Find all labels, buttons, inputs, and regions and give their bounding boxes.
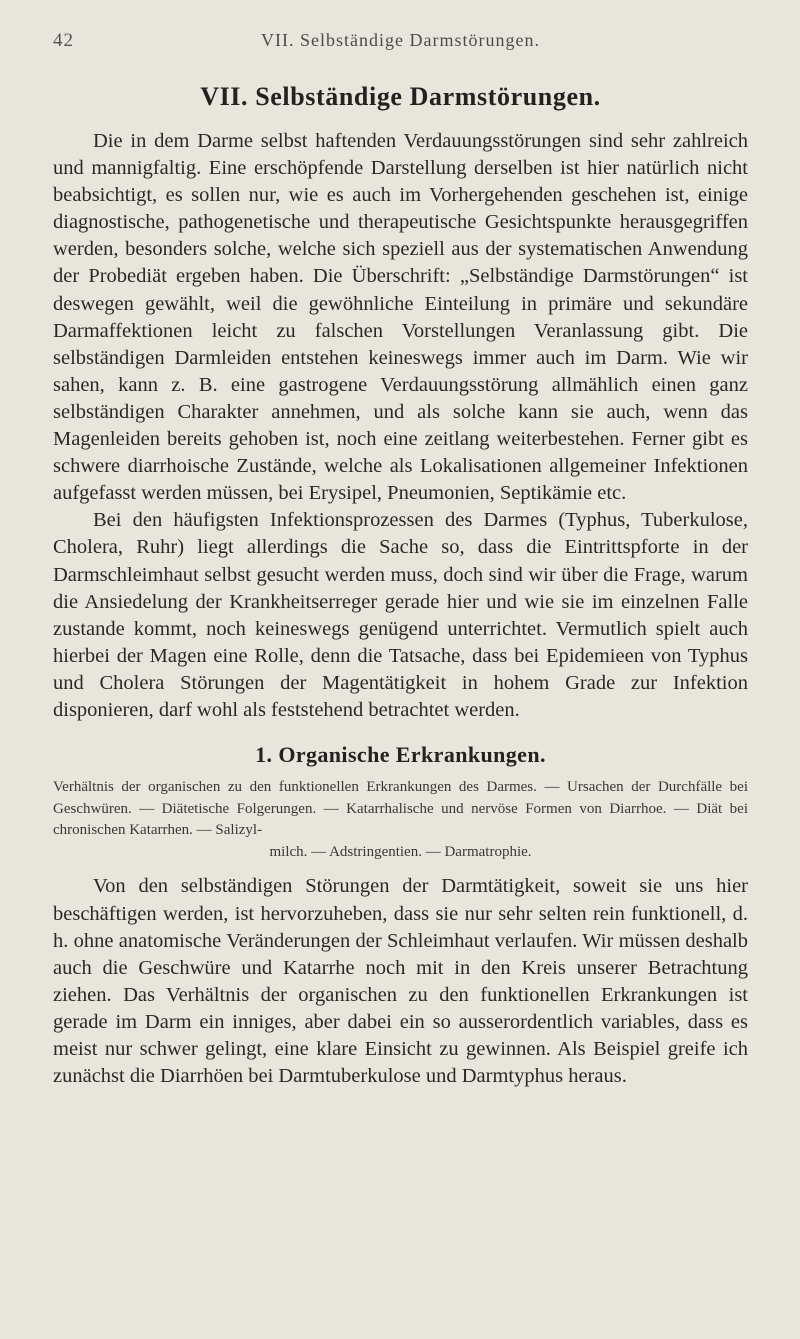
page-number: 42: [53, 30, 74, 51]
section-summary: [53, 777, 748, 863]
section-summary-tail: milch. — Adstringentien. — Darmatrophie.: [269, 843, 532, 860]
running-title: VII. Selbständige Darmstörungen.: [261, 30, 540, 50]
chapter-paragraph-2: Bei den häufigsten Infektionsprozessen des Darmes (Typhus, Tuberkulose, Cholera, Ruhr) liegt allerdings die Sache so, dass die Eintrittspforte in der Darmschleimhaut selbst gesucht werden muss, doch sind wir über die Frage, warum die Ansiedelung der Krankheitserreger gerade hier und wie sie im einzelnen Falle zustande kommt, noch keineswegs genügend unterrichtet. Vermutlich spielt auch hierbei der Magen eine Rolle, denn die Tatsache, dass bei Epidemieen von Typhus und Cholera Störungen der Magentätigkeit in hohem Grade zur Infektion disponieren, darf wohl als feststehend betrachtet werden.: [53, 509, 748, 721]
running-head: [53, 0, 748, 52]
chapter-paragraph-1: Die in dem Darme selbst haftenden Verdauungsstörungen sind sehr zahlreich und mannigfaltig. Eine erschöpfende Darstellung derselben ist hier natürlich nicht beabsichtigt, es sollen nur, wie es auch im Vorhergehenden geschehen ist, einige diagnostische, pathogenetische und therapeutische Gesichtspunkte herausgegriffen werden, besonders solche, welche sich speziell aus der systematischen Anwendung der Probediät ergeben haben. Die Überschrift: „Selbständige Darmstörungen“ ist deswegen gewählt, weil die gewöhnliche Einteilung in primäre und sekundäre Darmaffektionen leicht zu falschen Vorstellungen Veranlassung gibt. Die selbständigen Darmleiden entstehen keineswegs immer auch im Darm. Wie wir sahen, kann z. B. eine gastrogene Verdauungsstörung allmählich einen ganz selbständigen Charakter annehmen, und als solche kann sie auch, wenn das Magenleiden bereits gehoben ist, noch eine zeitlang weiterbestehen. Ferner gibt es schwere diarrhoische Zustände, welche als Lokalisationen allgemeiner Infektionen aufgefasst werden müssen, bei Erysipel, Pneumonien, Septikämie etc.: [53, 130, 748, 505]
section-paragraph-1: Von den selbständigen Störungen der Darmtätigkeit, soweit sie uns hier beschäftigen werden, ist hervorzuheben, dass sie nur sehr selten rein funktionell, d. h. ohne anatomische Veränderungen der Schleimhaut verlaufen. Wir müssen deshalb auch die Geschwüre und Katarrhe noch mit in den Kreis unserer Betrachtung ziehen. Das Verhältnis der organischen zu den funktionellen Erkrankungen ist gerade im Darm ein inniges, aber dabei ein so ausserordentlich variables, dass es meist nur schwer gelingt, eine klare Einsicht zu gewinnen. Als Beispiel greife ich zunächst die Diarrhöen bei Darmtuberkulose und Darmtyphus heraus.: [53, 875, 748, 1088]
chapter-title: VII. Selbständige Darmstörungen.: [200, 82, 601, 111]
section-summary-main: Verhältnis der organischen zu den funktionellen Erkrankungen des Darmes. — Ursachen der Durchfälle bei Geschwüren. — Diätetische Folgerungen. — Katarrhalische und nervöse Formen von Diarrhoe. — Diät bei chronischen Katarrhen. — Salizyl-: [53, 779, 748, 839]
section-title: 1. Organische Erkrankungen.: [255, 742, 546, 768]
